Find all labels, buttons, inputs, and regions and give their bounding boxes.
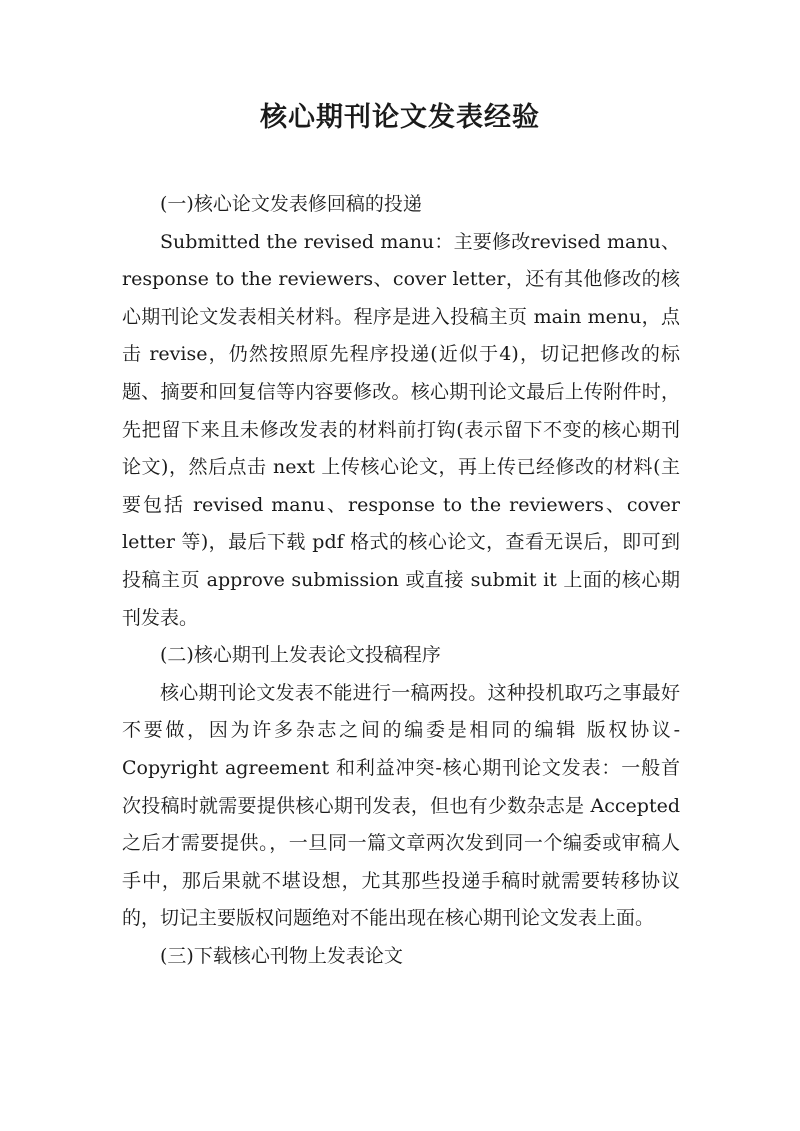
page-title: 核心期刊论文发表经验 — [260, 102, 540, 133]
section-paragraph-1: Submitted the revised manu：主要修改revised manu、response to the reviewers、cover letter，还有其他修改的核心期刊论文发表相关材料。程序是进入投稿主页 main menu，点击 revise，仍然按照原先程序投递(近似于4)，切记把修改的标题、摘要和回复信等内容要修改。核心期刊论文最后上传附件时，先把留下来且未修改发表的材料前打钩(表示留下不变的核心期刊论文)，然后点击 next 上传核心论文，再上传已经修改的材料(主要包括 revised manu、response to the reviewers、cover letter 等)，最后下载 pdf 格式的核心论文，查看无误后，即可到投稿主页 approve submission 或直接 submit it 上面的核心期刊发表。 — [122, 230, 680, 629]
section-paragraph-2: 核心期刊论文发表不能进行一稿两投。这种投机取巧之事最好不要做，因为许多杂志之间的编委是相同的编辑 版权协议-Copyright agreement 和利益冲突-核心期刊论文发表：一般首次投稿时就需要提供核心期刊发表，但也有少数杂志是 Accepted 之后才需要提供。，一旦同一篇文章两次发到同一个编委或审稿人手中，那后果就不堪设想，尤其那些投递手稿时就需要转移协议的，切记主要版权问题绝对不能出现在核心期刊论文发表上面。 — [122, 681, 680, 930]
section-heading-3: (三)下载核心刊物上发表论文 — [160, 944, 403, 967]
section-heading-2: (二)核心期刊上发表论文投稿程序 — [160, 644, 441, 667]
section-heading-1: (一)核心论文发表修回稿的投递 — [160, 193, 422, 215]
document-body — [122, 186, 680, 975]
